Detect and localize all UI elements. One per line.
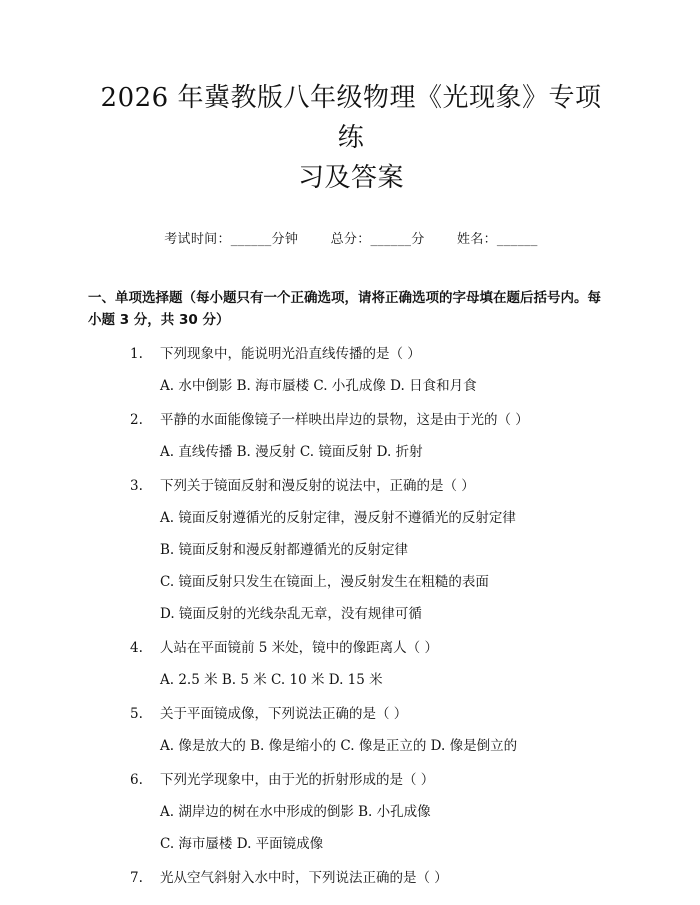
question-2-option-line: A. 直线传播 B. 漫反射 C. 镜面反射 D. 折射 (160, 444, 423, 460)
question-text: 平静的水面能像镜子一样映出岸边的景物，这是由于光的（ ） (160, 412, 529, 428)
question-7 (96, 868, 606, 889)
title-line-2: 习及答案 (297, 163, 404, 193)
question-number: 1. (130, 346, 143, 362)
question-1 (96, 344, 606, 365)
section-heading: 一、单项选择题（每小题只有一个正确选项，请将正确选项的字母填在题后括号内。每小题 3 分，共 30 分） (88, 290, 601, 328)
question-6-option-line: C. 海市蜃楼 D. 平面镜成像 (160, 836, 324, 852)
question-4 (96, 638, 606, 659)
question-text: 光从空气斜射入水中时，下列说法正确的是（ ） (160, 870, 448, 886)
question-number: 2. (130, 412, 143, 428)
question-text: 下列光学现象中，由于光的折射形成的是（ ） (160, 772, 435, 788)
question-text: 下列现象中，能说明光沿直线传播的是（ ） (160, 346, 421, 362)
question-3 (96, 476, 606, 497)
question-2 (96, 410, 606, 431)
exam-score: 总分：______分 (330, 232, 425, 247)
question-5 (96, 704, 606, 725)
question-number: 5. (130, 706, 143, 722)
question-3-option-line: D. 镜面反射的光线杂乱无章，没有规律可循 (160, 606, 422, 622)
exam-time: 考试时间：______分钟 (164, 232, 299, 247)
question-list (96, 344, 606, 889)
title-line-1: 2026 年冀教版八年级物理《光现象》专项练 (100, 83, 602, 153)
page-title (96, 78, 606, 198)
question-text: 下列关于镜面反射和漫反射的说法中，正确的是（ ） (160, 478, 475, 494)
question-4-option-line: A. 2.5 米 B. 5 米 C. 10 米 D. 15 米 (160, 672, 383, 688)
question-number: 3. (130, 478, 143, 494)
exam-name: 姓名：______ (457, 232, 538, 247)
question-number: 6. (130, 772, 143, 788)
question-text: 人站在平面镜前 5 米处，镜中的像距离人（ ） (160, 640, 438, 656)
question-6 (96, 770, 606, 791)
question-number: 7. (130, 870, 143, 886)
question-text: 关于平面镜成像，下列说法正确的是（ ） (160, 706, 408, 722)
question-3-option-line: B. 镜面反射和漫反射都遵循光的反射定律 (160, 542, 409, 558)
question-3-option-line: A. 镜面反射遵循光的反射定律，漫反射不遵循光的反射定律 (160, 510, 516, 526)
question-1-option-line: A. 水中倒影 B. 海市蜃楼 C. 小孔成像 D. 日食和月食 (160, 378, 477, 394)
question-5-option-line: A. 像是放大的 B. 像是缩小的 C. 像是正立的 D. 像是倒立的 (160, 738, 518, 754)
question-number: 4. (130, 640, 143, 656)
exam-meta (96, 228, 606, 247)
question-3-option-line: C. 镜面反射只发生在镜面上，漫反射发生在粗糙的表面 (160, 574, 489, 590)
question-6-option-line: A. 湖岸边的树在水中形成的倒影 B. 小孔成像 (160, 804, 431, 820)
